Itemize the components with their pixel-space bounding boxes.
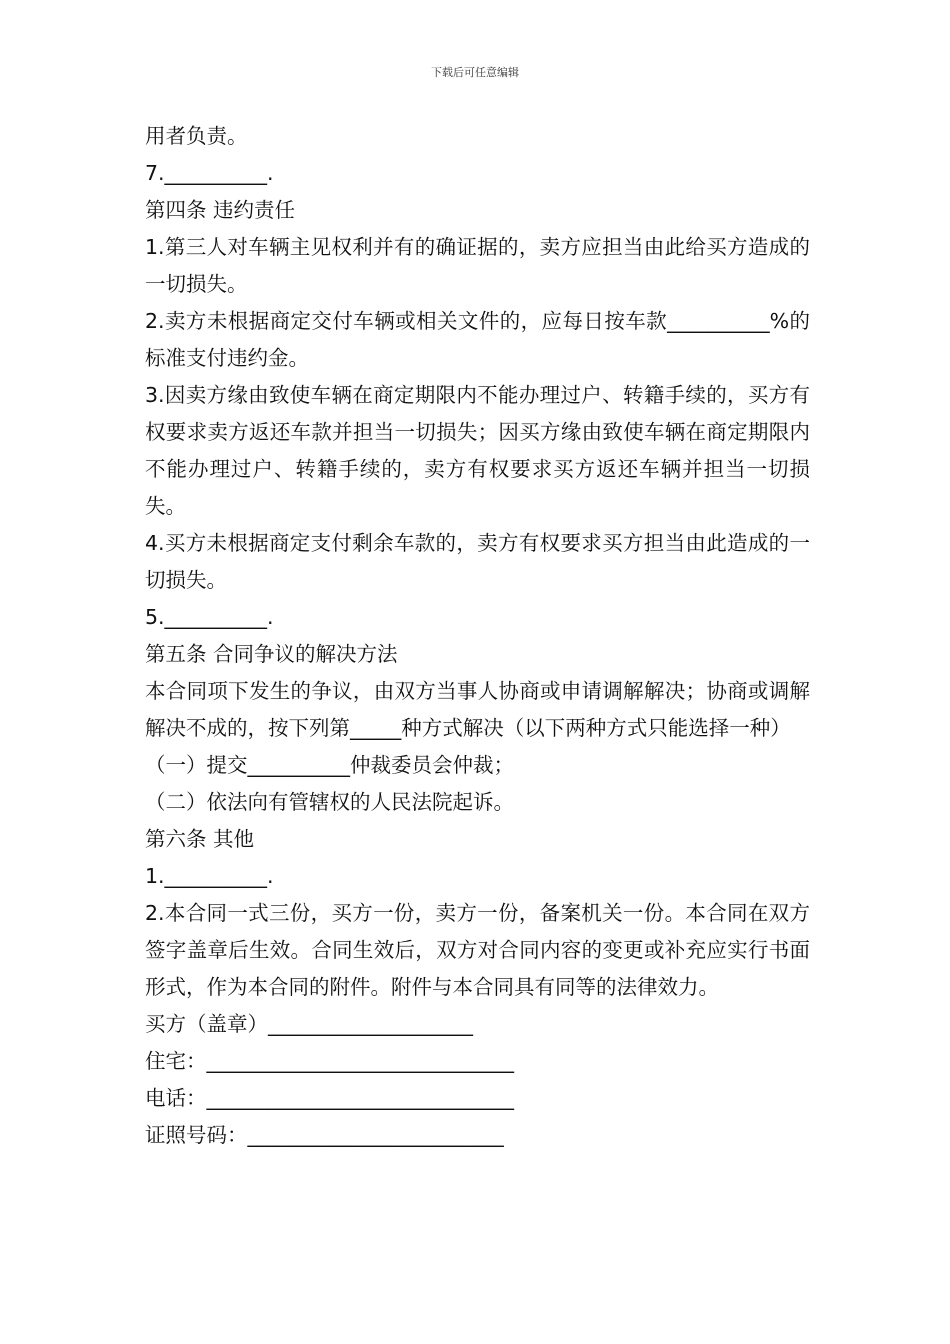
paragraph-user-responsibility: 用者负责。 [145, 124, 248, 148]
page-header: 下载后可任意编辑 [431, 66, 519, 79]
phone-line: 电话：______________________________ [145, 1086, 514, 1110]
article-6-heading: 第六条 其他 [145, 827, 255, 851]
address-line: 住宅：______________________________ [145, 1049, 514, 1073]
buyer-seal-line: 买方（盖章）____________________ [145, 1012, 473, 1036]
id-number-line: 证照号码：_________________________ [145, 1123, 504, 1147]
article-5-option-1: （一）提交__________仲裁委员会仲裁； [145, 753, 514, 777]
clause-3-item-7: 7.__________. [145, 161, 274, 185]
article-5-option-2: （二）依法向有管辖权的人民法院起诉。 [145, 790, 514, 814]
article-4-item-4: 4.买方未根据商定支付剩余车款的，卖方有权要求买方担当由此造成的一切损失。 [145, 531, 810, 592]
article-5-body: 本合同项下发生的争议，由双方当事人协商或申请调解解决；协商或调解解决不成的，按下列第_____种方式解决（以下两种方式只能选择一种） [145, 679, 810, 740]
article-4-item-2: 2.卖方未根据商定交付车辆或相关文件的，应每日按车款__________%的标准支付违约金。 [145, 309, 810, 370]
article-4-heading: 第四条 违约责任 [145, 198, 296, 222]
document-body [145, 118, 810, 1154]
article-4-item-1: 1.第三人对车辆主见权利并有的确证据的，卖方应担当由此给买方造成的一切损失。 [145, 235, 810, 296]
article-5-heading: 第五条 合同争议的解决方法 [145, 642, 398, 666]
article-4-item-5: 5.__________. [145, 605, 274, 629]
article-6-item-2: 2.本合同一式三份，买方一份，卖方一份，备案机关一份。本合同在双方签字盖章后生效。合同生效后，双方对合同内容的变更或补充应实行书面形式，作为本合同的附件。附件与本合同具有同等的法律效力。 [145, 901, 810, 999]
article-4-item-3: 3.因卖方缘由致使车辆在商定期限内不能办理过户、转籍手续的，买方有权要求卖方返还车款并担当一切损失；因买方缘由致使车辆在商定期限内不能办理过户、转籍手续的，卖方有权要求买方返还车辆并担当一切损失。 [145, 383, 810, 518]
article-6-item-1: 1.__________. [145, 864, 274, 888]
